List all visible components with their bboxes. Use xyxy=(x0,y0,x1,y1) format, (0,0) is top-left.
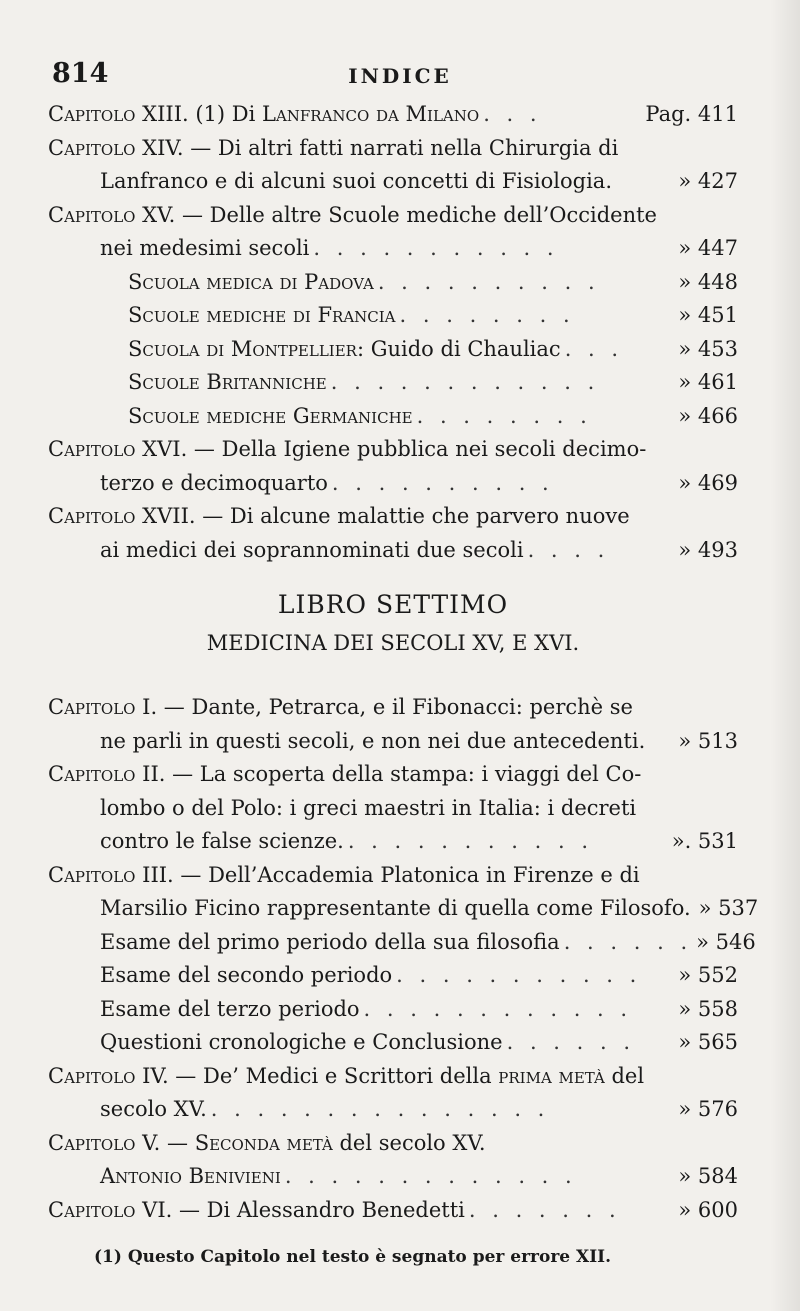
entry-text xyxy=(100,792,636,826)
entry-text xyxy=(48,691,633,725)
entry-text xyxy=(48,1194,465,1228)
leader-dots xyxy=(646,433,734,467)
entry-text-segment: del secolo XV. xyxy=(332,1130,486,1155)
toc-entry-line xyxy=(48,691,738,725)
toc-entry-line xyxy=(48,758,738,792)
small-caps-text: Capitolo I. xyxy=(48,695,158,719)
toc-entry-line xyxy=(48,859,738,893)
leader-dots xyxy=(486,1127,735,1161)
page-reference xyxy=(734,758,738,792)
toc-entry-line xyxy=(48,400,738,434)
toc-entry-line xyxy=(48,825,738,859)
small-caps-text: Scuola medica di Padova xyxy=(128,269,374,294)
small-caps-text: Antonio Benivieni xyxy=(100,1164,281,1188)
running-title: INDICE xyxy=(348,64,452,88)
small-caps-text: Capitolo XIII. xyxy=(48,102,189,126)
leader-dots: . . . . . . . . . . xyxy=(331,470,554,495)
toc-entry-line xyxy=(48,792,738,826)
leader-dots xyxy=(612,165,674,199)
toc-entry-line xyxy=(48,266,738,300)
entry-text-segment: secolo XV. xyxy=(100,1097,207,1121)
leader-dots xyxy=(636,792,734,826)
small-caps-text: Capitolo VI. xyxy=(48,1197,173,1222)
entry-text xyxy=(128,400,413,434)
toc-entry-line xyxy=(48,232,738,266)
toc-entry-line xyxy=(48,959,738,993)
entry-text xyxy=(100,1160,281,1194)
page-reference: » 565 xyxy=(678,1030,738,1054)
entry-text xyxy=(100,993,360,1027)
leader-dots xyxy=(640,859,734,893)
leader-dots: . . . xyxy=(564,336,624,361)
toc-entry-line xyxy=(48,500,738,534)
spacer xyxy=(48,661,738,691)
entry-text xyxy=(48,98,479,132)
entry-text-segment: — Dell’Accademia Platonica in Firenze e di xyxy=(173,862,640,887)
toc-entry-line xyxy=(48,1127,738,1161)
page-reference: ». 531 xyxy=(671,829,738,853)
entry-text-segment: del xyxy=(604,1063,645,1088)
entry-text-segment: — Della Igiene pubblica nei secoli decimo- xyxy=(187,437,647,461)
leader-dots xyxy=(633,691,734,725)
page-reference: » 448 xyxy=(678,269,738,294)
entry-text-segment: Esame del terzo periodo xyxy=(100,996,360,1021)
entry-text xyxy=(100,1026,503,1060)
entry-text-segment: : Guido di Chauliac xyxy=(356,336,561,361)
page-reference: » 546 xyxy=(696,929,756,954)
small-caps-text: Seconda metà xyxy=(194,1130,333,1155)
small-caps-text: prima metà xyxy=(498,1063,605,1088)
toc-entry-line xyxy=(48,199,738,233)
small-caps-text: Capitolo IV. xyxy=(48,1063,169,1088)
entry-text xyxy=(100,1093,207,1127)
entry-text xyxy=(100,534,524,568)
entry-text-segment: terzo e decimoquarto xyxy=(100,470,328,495)
entry-text-segment: contro le false scienze. xyxy=(100,829,344,853)
page-edge-shadow xyxy=(770,0,800,1311)
toc-entry-line xyxy=(48,132,738,166)
leader-dots: . . . . . . xyxy=(506,1030,636,1054)
entry-text-segment: Marsilio Ficino rappresentante di quella come Filosofo. xyxy=(100,896,691,920)
toc-entry-line xyxy=(48,1093,738,1127)
small-caps-text: Scuole Britanniche xyxy=(128,370,327,394)
page-reference xyxy=(734,792,738,826)
toc-entry-line xyxy=(48,993,738,1027)
entry-text-segment: — Di Alessandro Benedetti xyxy=(172,1197,465,1222)
leader-dots xyxy=(644,1060,734,1094)
entry-text-segment: — Delle altre Scuole mediche dell’Occidente xyxy=(175,202,657,227)
page-reference: » 558 xyxy=(678,996,738,1021)
leader-dots: . . . . . . . . . . . . . xyxy=(284,1164,577,1188)
entry-text xyxy=(128,299,396,333)
page-reference xyxy=(734,433,738,467)
entry-text xyxy=(100,165,612,199)
entry-text-segment: — De’ Medici e Scrittori della xyxy=(168,1063,499,1088)
entry-text xyxy=(128,333,561,367)
leader-dots: . . . . . . . . . . xyxy=(377,269,600,294)
page-reference xyxy=(734,500,738,534)
entry-text xyxy=(128,366,327,400)
page-reference: » 576 xyxy=(678,1097,738,1121)
entry-text-segment: nei medesimi secoli xyxy=(100,236,310,260)
small-caps-text: Capitolo III. xyxy=(48,862,174,887)
page-reference: » 469 xyxy=(678,470,738,495)
entry-text-segment: Esame del primo periodo della sua filosofia xyxy=(100,929,560,954)
page-reference: » 584 xyxy=(678,1164,738,1188)
page-reference: » 461 xyxy=(678,370,738,394)
entry-text xyxy=(48,500,630,534)
page-number: 814 xyxy=(52,58,109,89)
toc-entry-line xyxy=(48,1160,738,1194)
entry-text xyxy=(48,1127,486,1161)
leader-dots: . . . . . . xyxy=(563,929,693,954)
page-header xyxy=(52,58,748,98)
small-caps-text: Scuola di Montpellier xyxy=(128,336,357,361)
entry-text xyxy=(48,199,657,233)
entry-text xyxy=(100,467,328,501)
leader-dots: . . . . . . . . xyxy=(399,303,575,327)
spacer xyxy=(48,567,738,585)
leader-dots: . . . . . . . . . . . . . . . xyxy=(210,1097,550,1121)
leader-dots: . . . . . . . . . . . xyxy=(347,829,593,853)
entry-text xyxy=(48,1060,644,1094)
page-reference: » 552 xyxy=(678,963,738,987)
footnote: (1) Questo Capitolo nel testo è segnato per errore XII. xyxy=(94,1247,612,1267)
entry-text-segment: Questioni cronologiche e Conclusione xyxy=(100,1030,503,1054)
entry-text-segment: lombo o del Polo: i greci maestri in Italia: i decreti xyxy=(100,795,637,820)
page-reference: Pag. 411 xyxy=(645,102,738,126)
page-reference: » 600 xyxy=(678,1197,738,1222)
footnote-spacer xyxy=(48,1227,738,1243)
entry-text xyxy=(100,725,645,759)
page-reference xyxy=(734,859,738,893)
leader-dots: . . . . . . . xyxy=(468,1197,621,1222)
toc-entry-line xyxy=(48,366,738,400)
toc-entry-line xyxy=(48,333,738,367)
toc-list-book-six xyxy=(48,98,738,567)
entry-text-segment: — xyxy=(160,1130,195,1155)
entry-text-segment: — La scoperta della stampa: i viaggi del Co- xyxy=(165,762,642,786)
page-reference: » 427 xyxy=(678,169,738,193)
page-reference: » 493 xyxy=(678,537,738,562)
book-subtitle: MEDICINA DEI SECOLI XV, E XVI. xyxy=(206,631,580,655)
entry-text-segment: ne parli in questi secoli, e non nei due antecedenti. xyxy=(100,728,646,753)
toc-entry-line xyxy=(48,1060,738,1094)
entry-text-segment: (1) Di xyxy=(188,102,262,126)
small-caps-text: Scuole mediche Germaniche xyxy=(128,403,413,428)
entry-text xyxy=(48,132,618,166)
small-caps-text: Capitolo V. xyxy=(48,1130,161,1155)
leader-dots: . . . . xyxy=(527,537,610,562)
entry-text-segment: — Di altri fatti narrati nella Chirurgia di xyxy=(183,135,619,160)
entry-text xyxy=(100,892,691,926)
toc-entry-line xyxy=(48,98,738,132)
leader-dots: . . . . . . . . . . . . xyxy=(363,996,633,1021)
entry-text-segment: Esame del secondo periodo xyxy=(100,963,393,987)
page-reference xyxy=(734,132,738,166)
leader-dots: . . . xyxy=(483,102,542,126)
leader-dots: . . . . . . . . . . . xyxy=(396,963,642,987)
leader-dots: . . . . . . . . . . . . xyxy=(330,370,600,394)
entry-text-segment: — Di alcune malattie che parvero nuove xyxy=(195,504,630,528)
toc-list-book-seven xyxy=(48,691,759,1227)
small-caps-text: Scuole mediche di Francia xyxy=(128,303,396,327)
page-reference: » 513 xyxy=(678,728,738,753)
page-reference xyxy=(734,1060,738,1094)
toc-entry-line xyxy=(48,1026,738,1060)
leader-dots xyxy=(641,758,734,792)
page-reference: » 466 xyxy=(678,403,738,428)
entry-text xyxy=(100,926,560,960)
page-reference xyxy=(734,1127,738,1161)
entry-text xyxy=(48,859,640,893)
toc-entry-line xyxy=(48,534,738,568)
toc-entry-line xyxy=(48,725,738,759)
leader-dots xyxy=(630,500,734,534)
small-caps-text: Lanfranco da Milano xyxy=(262,102,480,126)
page-reference: » 537 xyxy=(698,896,759,920)
book-title: LIBRO SETTIMO xyxy=(277,590,509,619)
table-of-contents xyxy=(48,98,759,1271)
leader-dots xyxy=(618,132,734,166)
entry-text xyxy=(100,959,392,993)
toc-entry-line xyxy=(48,467,738,501)
small-caps-text: Capitolo XIV. xyxy=(48,135,184,160)
entry-text-segment: ai medici dei soprannominati due secoli xyxy=(100,537,524,562)
small-caps-text: Capitolo XV. xyxy=(48,202,176,227)
small-caps-text: Capitolo XVII. xyxy=(48,504,196,528)
page-reference: » 451 xyxy=(678,303,738,327)
entry-text-segment: Lanfranco e di alcuni suoi concetti di Fisiologia. xyxy=(100,169,612,193)
entry-text xyxy=(48,758,641,792)
small-caps-text: Capitolo XVI. xyxy=(48,437,188,461)
page-reference xyxy=(734,199,738,233)
leader-dots xyxy=(645,725,674,759)
toc-entry-line xyxy=(48,926,756,960)
entry-text xyxy=(100,825,344,859)
toc-entry-line xyxy=(48,299,738,333)
toc-entry-line xyxy=(48,892,759,926)
page-reference: » 447 xyxy=(678,236,738,260)
entry-text xyxy=(128,266,374,300)
entry-text xyxy=(100,232,309,266)
leader-dots xyxy=(657,199,734,233)
leader-dots: . . . . . . . . xyxy=(416,403,592,428)
toc-entry-line xyxy=(48,165,738,199)
entry-text xyxy=(48,433,646,467)
page-reference xyxy=(734,691,738,725)
toc-entry-line xyxy=(48,433,738,467)
page-reference: » 453 xyxy=(678,336,738,361)
leader-dots: . . . . . . . . . . . xyxy=(313,236,559,260)
toc-entry-line xyxy=(48,1194,738,1228)
small-caps-text: Capitolo II. xyxy=(48,762,166,786)
entry-text-segment: — Dante, Petrarca, e il Fibonacci: perchè se xyxy=(157,695,633,719)
